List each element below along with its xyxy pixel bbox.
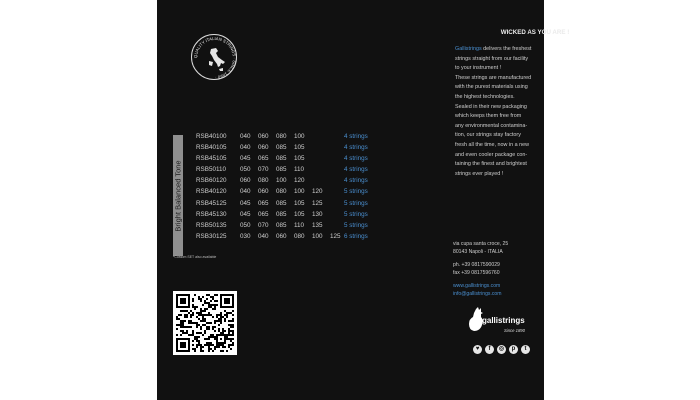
gauge-value: 105 [294,199,305,207]
gauge-value: 045 [240,155,251,163]
description-line: and even cooler package con- [455,151,528,158]
gauge-value: 110 [294,221,305,229]
gauge-value: 050 [240,221,251,229]
gauge-value: 040 [240,188,251,196]
gauge-value: 040 [240,144,251,152]
string-count: 6 strings [344,232,368,240]
gauge-value: 060 [258,133,269,140]
product-description [455,45,539,179]
gauge-value: 085 [276,199,287,207]
gauge-value: 100 [294,133,305,140]
gauge-value: 085 [276,155,287,163]
gauge-value: 060 [276,232,287,240]
set-code: RSB60120 [196,177,227,185]
description-line: fresh all the time, now in a new [455,141,530,148]
gauge-value: 105 [294,155,305,163]
gauge-value: 070 [258,221,269,229]
gauge-value: 105 [294,144,305,152]
description-line: to your instrument ! [455,65,502,72]
gauge-value: 085 [276,144,287,152]
set-code: RSB50110 [196,166,226,174]
tone-label: Bright Balanced Tone [173,159,183,232]
string-count: 5 strings [344,221,368,229]
packaging-back-panel [157,0,570,400]
pinterest-icon[interactable]: p [509,345,518,354]
gauge-value: 135 [312,221,323,229]
gauge-value: 070 [258,166,269,174]
description-line: delivers the freshest [481,46,532,52]
set-code: RSB40105 [196,144,227,152]
gauge-value: 030 [240,232,251,240]
string-count: 5 strings [344,199,368,207]
quality-seal [191,34,237,80]
gauge-value: 080 [294,232,305,240]
gallistrings-logo [468,302,528,340]
gauge-value: 125 [330,232,341,240]
string-count: 5 strings [344,188,368,196]
address-street: via cupa santa croce, 25 [453,241,509,247]
string-count: 4 strings [344,133,368,140]
gauge-value: 065 [258,199,269,207]
gauge-value: 105 [294,210,305,218]
gauge-value: 085 [276,210,287,218]
set-code: RSB45125 [196,199,227,207]
description-line: with the purest materials using [455,84,528,91]
string-count: 4 strings [344,144,368,152]
description-line: any environmental contamina- [455,122,528,129]
gauge-value: 080 [258,177,269,185]
gauge-value: 065 [258,210,269,218]
logo-since: Since 1890 [504,328,525,333]
heart-icon[interactable]: ♥ [473,345,482,354]
description-line: These strings are manufactured [455,74,532,81]
custom-set-footnote: *Custom SET also available [173,255,217,259]
gauge-value: 085 [276,166,287,174]
web-contacts [453,282,502,299]
gauge-value: 125 [312,199,323,207]
gauge-value: 085 [276,221,287,229]
gauge-value: 050 [240,166,251,174]
address-city: 80143 Napoli - ITALIA [453,249,503,256]
set-code: RSB40120 [196,188,227,196]
email-link[interactable]: info@gallistrings.com [453,291,502,298]
gauge-value: 080 [276,188,287,196]
tone-label-band [173,135,183,256]
string-count: 5 strings [344,210,368,218]
set-code: RSB50135 [196,221,227,229]
facebook-icon[interactable]: f [485,345,494,354]
set-code: RSB30125 [196,232,227,240]
gauge-value: 100 [276,177,287,185]
description-line: Sealed in their new packaging [455,103,527,110]
description-line: tion, our strings stay factory [455,132,521,139]
twitter-icon[interactable]: t [521,345,530,354]
fax-number: fax +39 0817596760 [453,270,500,277]
brand-name-inline: Gallistrings [455,46,482,52]
logo-wordmark: gallistrings [482,316,525,325]
gauge-value: 110 [294,166,305,174]
instagram-icon[interactable]: ◎ [498,346,505,352]
gauge-value: 060 [240,177,251,185]
gauge-value: 045 [240,210,251,218]
description-line: the highest technologies. [455,93,515,100]
string-count: 4 strings [344,155,368,163]
description-line: which keeps them free from [455,113,522,120]
gauge-value: 060 [258,144,269,152]
italy-map-icon [192,35,238,81]
gauge-value: 130 [312,210,323,218]
gauge-value: 045 [240,199,251,207]
gauge-value: 080 [276,133,287,140]
string-count: 4 strings [344,177,368,185]
seal-text: QUALITY ITALIAN STRINGS · SINCE 1890 · [192,35,238,81]
postal-address [453,240,508,257]
website-link[interactable]: www.gallistrings.com [453,283,501,289]
description-line: strings ever played ! [455,170,504,177]
gauge-value: 040 [240,133,251,140]
gauge-value: 040 [258,232,269,240]
gauge-value: 100 [294,188,305,196]
set-code: RSB45130 [196,210,227,218]
set-code: RSB45105 [196,155,227,163]
headline: WICKED AS YOU ARE ! [500,29,570,36]
phone-contacts [453,261,500,278]
description-line: taining the finest and brightest [455,161,527,168]
description-line: strings straight from our facility [455,55,529,62]
gauge-value: 120 [312,188,323,196]
set-code: RSB40100 [196,133,227,140]
gauge-value: 100 [312,232,323,240]
gauge-value: 060 [258,188,269,196]
gauge-value: 120 [294,177,305,185]
phone-number: ph. +39 0817590029 [453,262,500,268]
qr-code[interactable] [173,291,237,355]
string-count: 4 strings [344,166,368,174]
gauge-value: 065 [258,155,269,163]
